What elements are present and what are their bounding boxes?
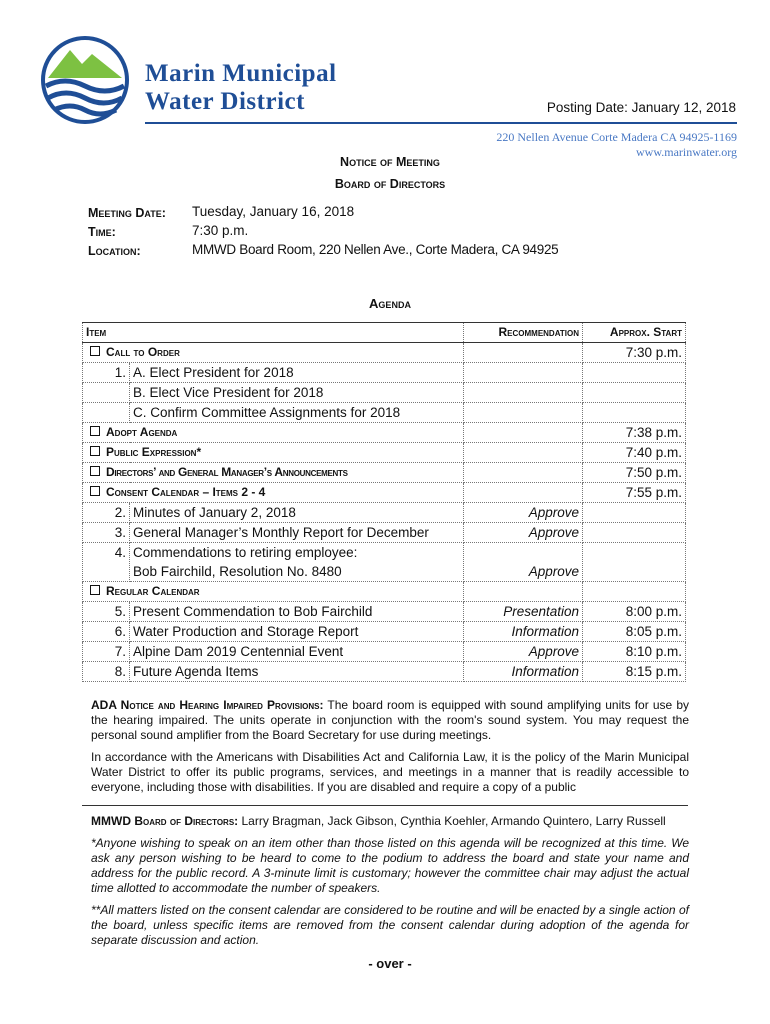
checkbox-icon — [90, 346, 100, 356]
time-call-to-order: 7:30 p.m. — [583, 343, 686, 363]
col-approx-start: Approx. Start — [583, 323, 686, 343]
item-8-text: Future Agenda Items — [130, 662, 464, 682]
table-row — [83, 403, 686, 423]
item-number: 1. — [83, 363, 130, 383]
org-name-line2: Water District — [145, 88, 305, 115]
location-label: Location: — [88, 244, 141, 258]
item-7-rec: Approve — [464, 642, 583, 662]
board-title: Board of Directors — [334, 177, 446, 191]
consent-calendar-note: **All matters listed on the consent calendar are considered to be routine and will be enacted by a single action of the board, unless specific items are removed from the consent calendar during adoption of the agenda for separate discussion and action. — [91, 903, 689, 947]
section-regular-calendar: Regular Calendar — [106, 584, 200, 598]
table-row — [83, 343, 686, 363]
item-8-time: 8:15 p.m. — [583, 662, 686, 682]
meeting-date-label: Meeting Date: — [88, 206, 166, 220]
ada-policy: In accordance with the Americans with Disabilities Act and California Law, it is the policy of the Marin Municipal Water District to offer its public programs, services, and meetings in a manner that is readily accessible to everyone, including those with disabilities. If you are disabled and require a copy of a public — [91, 750, 689, 794]
district-logo — [40, 30, 130, 130]
section-consent-calendar: Consent Calendar – Items 2 - 4 — [106, 485, 266, 499]
table-row — [83, 483, 686, 503]
table-row: 8. Future Agenda Items Information 8:15 p.m. — [83, 662, 686, 682]
board-members: Larry Bragman, Jack Gibson, Cynthia Koehler, Armando Quintero, Larry Russell — [238, 814, 666, 828]
item-7-text: Alpine Dam 2019 Centennial Event — [130, 642, 464, 662]
table-row: 2. Minutes of January 2, 2018 Approve — [83, 503, 686, 523]
table-row — [83, 383, 686, 403]
table-row — [83, 582, 686, 602]
section-call-to-order: Call to Order — [106, 345, 180, 359]
meeting-date-value: Tuesday, January 16, 2018 — [192, 204, 355, 219]
footer-divider — [82, 805, 688, 806]
header-divider — [145, 122, 737, 124]
item-3-text: General Manager’s Monthly Report for December — [130, 523, 464, 543]
agenda-title: Agenda — [369, 296, 411, 311]
agenda-table — [82, 322, 686, 682]
board-directors — [91, 814, 689, 829]
checkbox-icon — [90, 585, 100, 595]
item-2-text: Minutes of January 2, 2018 — [130, 503, 464, 523]
ada-notice — [91, 698, 689, 743]
checkbox-icon — [90, 426, 100, 436]
section-public-expression: Public Expression* — [106, 445, 202, 459]
col-item: Item — [83, 323, 464, 343]
item-5-rec: Presentation — [464, 602, 583, 622]
item-1c: C. Confirm Committee Assignments for 2018 — [130, 403, 464, 423]
table-row: 7. Alpine Dam 2019 Centennial Event Approve 8:10 p.m. — [83, 642, 686, 662]
item-3-rec: Approve — [464, 523, 583, 543]
section-announcements: Directors’ and General Manager’s Announcements — [106, 465, 348, 479]
item-1b: B. Elect Vice President for 2018 — [130, 383, 464, 403]
ada-label: ADA Notice and Hearing Impaired Provisions: — [91, 698, 324, 712]
org-name-line1: Marin Municipal — [145, 60, 337, 87]
time-label: Time: — [88, 225, 116, 239]
ada-text: The board room is equipped with sound amplifying units for use by the hearing impaired. The units operate in conjunction with the room's sound system. You may request the personal sound amplifier from the Board Secretary for use during meetings. — [91, 698, 689, 742]
item-4-text2: Bob Fairchild, Resolution No. 8480 — [133, 564, 342, 579]
col-recommendation: Recommendation — [464, 323, 583, 343]
posting-date: Posting Date: January 12, 2018 — [546, 100, 736, 115]
item-4-text: Commendations to retiring employee: — [133, 545, 358, 560]
checkbox-icon — [90, 446, 100, 456]
item-2-rec: Approve — [464, 503, 583, 523]
address: 220 Nellen Avenue Corte Madera CA 94925-1169 — [496, 130, 737, 144]
public-expression-note: *Anyone wishing to speak on an item other than those listed on this agenda will be recognized at this time. We ask any person wishing to be heard to come to the podium to address the board and state your name and address for the public record. A 3-minute limit is customary; however the committee chair may adjust the actual time allotted to accommodate the number of speakers. — [91, 836, 689, 895]
item-5-time: 8:00 p.m. — [583, 602, 686, 622]
time-announcements: 7:50 p.m. — [583, 463, 686, 483]
time-public-expression: 7:40 p.m. — [583, 443, 686, 463]
item-6-time: 8:05 p.m. — [583, 622, 686, 642]
table-row — [83, 363, 686, 383]
agenda-header-row — [83, 323, 686, 343]
table-row: 6. Water Production and Storage Report Information 8:05 p.m. — [83, 622, 686, 642]
time-consent-calendar: 7:55 p.m. — [583, 483, 686, 503]
item-5-text: Present Commendation to Bob Fairchild — [130, 602, 464, 622]
item-4-rec: Approve — [464, 543, 583, 582]
checkbox-icon — [90, 466, 100, 476]
table-row: 4. Commendations to retiring employee: Bob Fairchild, Resolution No. 8480 Approve — [83, 543, 686, 582]
item-7-time: 8:10 p.m. — [583, 642, 686, 662]
over-indicator: - over - — [368, 956, 412, 971]
item-1a: A. Elect President for 2018 — [133, 365, 294, 380]
board-label: MMWD Board of Directors: — [91, 814, 239, 828]
website: www.marinwater.org — [636, 145, 737, 159]
table-row: 3. General Manager’s Monthly Report for December Approve — [83, 523, 686, 543]
item-6-text: Water Production and Storage Report — [130, 622, 464, 642]
location-value: MMWD Board Room, 220 Nellen Ave., Corte Madera, CA 94925 — [192, 242, 559, 257]
item-6-rec: Information — [464, 622, 583, 642]
time-value: 7:30 p.m. — [192, 223, 249, 238]
table-row — [83, 463, 686, 483]
section-adopt-agenda: Adopt Agenda — [106, 425, 178, 439]
time-adopt-agenda: 7:38 p.m. — [583, 423, 686, 443]
checkbox-icon — [90, 486, 100, 496]
notice-title: Notice of Meeting — [340, 155, 440, 169]
item-8-rec: Information — [464, 662, 583, 682]
table-row — [83, 443, 686, 463]
table-row — [83, 423, 686, 443]
table-row: 5. Present Commendation to Bob Fairchild Presentation 8:00 p.m. — [83, 602, 686, 622]
